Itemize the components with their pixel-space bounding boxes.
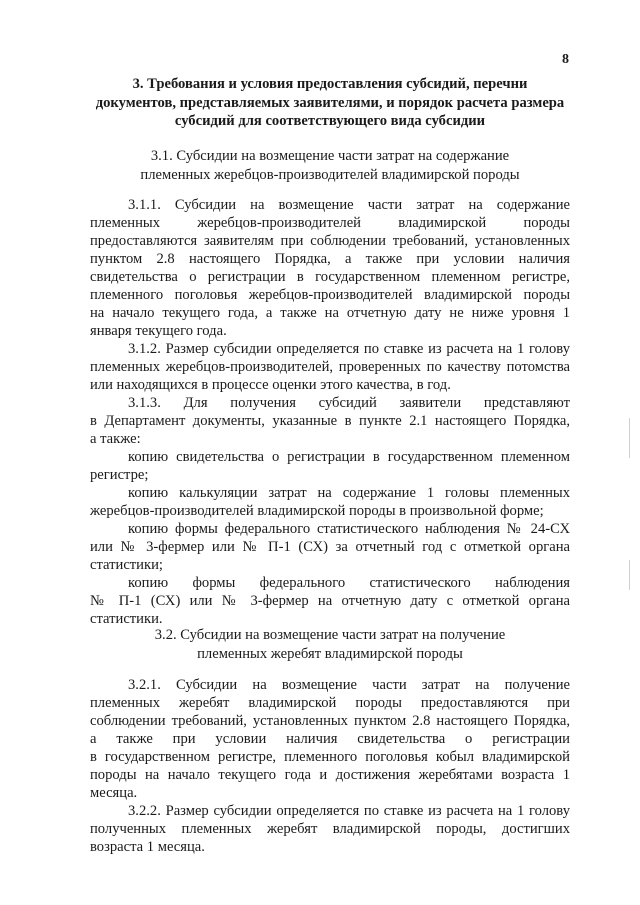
- paragraph-line: 3.1.3. Для получения субсидий заявители представляют: [128, 395, 570, 411]
- list-item-line: копию свидетельства о регистрации в государственном племенном: [128, 449, 570, 465]
- paragraph-line: в Департамент документы, указанные в пункте 2.1 настоящего Порядка,: [90, 413, 570, 429]
- subsection-title-line: 3.1. Субсидии на возмещение части затрат на содержание: [150, 148, 510, 164]
- paragraph-line: породы на начало текущего года и достижения жеребятами возраста 1: [90, 767, 570, 783]
- scan-edge-mark: [629, 560, 630, 590]
- list-item-line: регистре;: [90, 467, 149, 483]
- subsection-title-line: 3.2. Субсидии на возмещение части затрат на получение: [154, 627, 506, 643]
- paragraph-line: 3.2.2. Размер субсидии определяется по ставке из расчета на 1 голову: [128, 803, 570, 819]
- list-item-line: или № 3-фермер или № П-1 (СХ) за отчетный год с отметкой органа: [90, 539, 570, 555]
- subsection-3-1-title: [80, 147, 580, 184]
- paragraph-line: полученных племенных жеребят владимирской породы, достигших: [90, 821, 570, 837]
- list-item-line: копию калькуляции затрат на содержание 1 головы племенных: [128, 485, 570, 501]
- heading-line: субсидий для соответствующего вида субсидии: [174, 113, 486, 129]
- paragraph-line: предоставляются заявителям при соблюдении требований, установленных: [90, 233, 570, 249]
- paragraph-line: племенных жеребят владимирской породы предоставляются при: [90, 695, 570, 711]
- list-item-line: статистики;: [90, 557, 163, 573]
- paragraph-line: пунктом 2.8 настоящего Порядка, а также при условии наличия: [90, 251, 570, 267]
- paragraph-line: возраста 1 месяца.: [90, 839, 205, 855]
- subsection-title-line: племенных жеребцов-производителей владимирской породы: [140, 166, 520, 183]
- paragraph-line: свидетельства о регистрации в государственном племенном регистре,: [90, 269, 570, 285]
- paragraph-line: месяца.: [90, 785, 138, 801]
- paragraph-line: племенных жеребцов-производителей владимирской породы: [90, 215, 570, 231]
- list-item-line: № П-1 (СХ) или № 3-фермер на отчетную дату с отметкой органа: [90, 593, 570, 609]
- paragraph-line: 3.1.2. Размер субсидии определяется по ставке из расчета на 1 голову: [128, 341, 570, 357]
- scan-edge-mark: [629, 418, 630, 458]
- list-item-line: копию формы федерального статистического наблюдения № 24-СХ: [128, 521, 570, 537]
- paragraph-line: соблюдении требований, установленных пунктом 2.8 настоящего Порядка,: [90, 713, 570, 729]
- page-number: 8: [562, 52, 569, 67]
- paragraph-line: племенного поголовья жеребцов-производителей владимирской породы: [90, 287, 570, 303]
- paragraph-line: 3.1.1. Субсидии на возмещение части затрат на содержание: [128, 197, 570, 213]
- paragraph-line: в государственном регистре, племенного поголовья кобыл владимирской: [90, 749, 570, 765]
- paragraph-line: а также при условии наличия свидетельства о регистрации: [90, 731, 570, 747]
- paragraph-line: или находящихся в процессе оценки этого качества, в год.: [90, 377, 451, 393]
- subsection-title-line: племенных жеребят владимирской породы: [197, 645, 463, 662]
- heading-line: документов, представляемых заявителями, и порядок расчета размера: [95, 94, 565, 111]
- paragraph-line: племенных жеребцов-производителей, проверенных по качеству потомства: [90, 359, 570, 375]
- paragraph-line: а также:: [90, 431, 141, 447]
- paragraph-line: 3.2.1. Субсидии на возмещение части затрат на получение: [128, 677, 570, 693]
- list-item-line: жеребцов-производителей владимирской породы в произвольной форме;: [90, 503, 544, 519]
- paragraph-line: января текущего года.: [90, 323, 227, 339]
- heading-line: 3. Требования и условия предоставления субсидий, перечни: [132, 76, 528, 92]
- subsection-3-2-title: [80, 626, 580, 663]
- list-item-line: статистики.: [90, 611, 163, 627]
- paragraph-line: на начало текущего года, а также на отчетную дату не ниже уровня 1: [90, 305, 570, 321]
- section-heading: [80, 75, 580, 131]
- list-item-line: копию формы федерального статистического наблюдения: [128, 575, 570, 591]
